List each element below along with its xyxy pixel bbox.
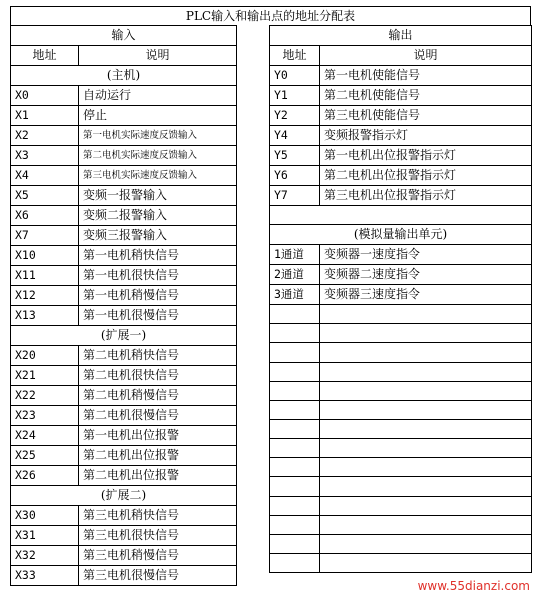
input-group-label: (扩展一) [11, 326, 237, 346]
input-column-row [11, 46, 237, 66]
output-row [270, 439, 532, 458]
input-row [11, 106, 237, 126]
input-table [10, 25, 237, 586]
output-header-row [270, 26, 532, 46]
output-desc-cell [320, 534, 532, 553]
output-addr-cell [270, 419, 320, 438]
input-desc-cell: 第二电机稍快信号 [79, 346, 237, 366]
input-addr-cell: X22 [11, 386, 79, 406]
input-row [11, 246, 237, 266]
input-desc-cell: 第二电机很快信号 [79, 366, 237, 386]
input-addr-cell: X10 [11, 246, 79, 266]
output-desc-cell: 第三电机使能信号 [320, 106, 532, 126]
output-desc-cell: 变频器三速度指令 [320, 285, 532, 305]
input-desc-cell: 第一电机出位报警 [79, 426, 237, 446]
output-row [270, 106, 532, 126]
input-row [11, 186, 237, 206]
output-addr-cell [270, 515, 320, 534]
input-row [11, 266, 237, 286]
input-addr-cell: X21 [11, 366, 79, 386]
output-desc-cell [320, 343, 532, 362]
output-desc-cell: 第一电机使能信号 [320, 66, 532, 86]
input-addr-cell: X6 [11, 206, 79, 226]
output-desc-cell [320, 419, 532, 438]
input-row [11, 446, 237, 466]
output-desc-cell: 变频器一速度指令 [320, 245, 532, 265]
output-addr-cell [270, 477, 320, 496]
input-col-addr: 地址 [11, 46, 79, 66]
input-desc-cell: 变频二报警输入 [79, 206, 237, 226]
input-addr-cell: X11 [11, 266, 79, 286]
output-row [270, 381, 532, 400]
input-desc-cell: 第二电机很慢信号 [79, 406, 237, 426]
output-addr-cell: Y7 [270, 186, 320, 206]
output-desc-cell [320, 553, 532, 572]
output-addr-cell [270, 324, 320, 343]
input-row [11, 486, 237, 506]
output-desc-cell: 第二电机出位报警指示灯 [320, 166, 532, 186]
input-row [11, 546, 237, 566]
output-table [269, 25, 532, 573]
input-addr-cell: X3 [11, 146, 79, 166]
output-addr-cell [270, 381, 320, 400]
output-addr-cell [270, 496, 320, 515]
input-addr-cell: X12 [11, 286, 79, 306]
output-row [270, 86, 532, 106]
output-row [270, 324, 532, 343]
input-row [11, 406, 237, 426]
output-addr-cell: 1通道 [270, 245, 320, 265]
input-desc-cell: 第一电机很慢信号 [79, 306, 237, 326]
output-desc-cell: 变频器二速度指令 [320, 265, 532, 285]
input-desc-cell: 第二电机出位报警 [79, 466, 237, 486]
input-addr-cell: X2 [11, 126, 79, 146]
input-addr-cell: X33 [11, 566, 79, 586]
output-addr-cell: Y0 [270, 66, 320, 86]
output-row [270, 126, 532, 146]
output-group-label: (模拟量输出单元) [270, 225, 532, 245]
input-addr-cell: X20 [11, 346, 79, 366]
output-row [270, 458, 532, 477]
input-desc-cell: 停止 [79, 106, 237, 126]
input-row [11, 166, 237, 186]
input-addr-cell: X26 [11, 466, 79, 486]
output-desc-cell [320, 477, 532, 496]
input-desc-cell: 第三电机实际速度反馈输入 [79, 166, 237, 186]
input-row [11, 126, 237, 146]
input-addr-cell: X4 [11, 166, 79, 186]
output-addr-cell [270, 362, 320, 381]
output-addr-cell: 2通道 [270, 265, 320, 285]
output-addr-cell [270, 343, 320, 362]
input-addr-cell: X23 [11, 406, 79, 426]
input-row [11, 426, 237, 446]
input-row [11, 306, 237, 326]
output-addr-cell [270, 400, 320, 419]
output-addr-cell: Y6 [270, 166, 320, 186]
input-group-label: (扩展二) [11, 486, 237, 506]
input-row [11, 506, 237, 526]
output-row [270, 166, 532, 186]
table-title: PLC输入和输出点的地址分配表 [10, 6, 531, 25]
input-desc-cell: 第一电机实际速度反馈输入 [79, 126, 237, 146]
input-addr-cell: X24 [11, 426, 79, 446]
input-addr-cell: X32 [11, 546, 79, 566]
input-row [11, 66, 237, 86]
input-header: 输入 [11, 26, 237, 46]
output-row [270, 496, 532, 515]
input-header-row [11, 26, 237, 46]
output-row [270, 265, 532, 285]
output-row [270, 553, 532, 572]
output-addr-cell: Y2 [270, 106, 320, 126]
input-row [11, 366, 237, 386]
input-desc-cell: 第一电机稍快信号 [79, 246, 237, 266]
output-row [270, 305, 532, 324]
output-row [270, 362, 532, 381]
output-row [270, 225, 532, 245]
input-row [11, 386, 237, 406]
input-row [11, 326, 237, 346]
output-desc-cell [320, 439, 532, 458]
output-empty-cell [270, 206, 532, 225]
output-row [270, 66, 532, 86]
output-col-desc: 说明 [320, 46, 532, 66]
input-desc-cell: 变频三报警输入 [79, 226, 237, 246]
input-addr-cell: X0 [11, 86, 79, 106]
output-row [270, 343, 532, 362]
input-row [11, 86, 237, 106]
input-desc-cell: 自动运行 [79, 86, 237, 106]
input-addr-cell: X31 [11, 526, 79, 546]
input-addr-cell: X7 [11, 226, 79, 246]
output-column-row [270, 46, 532, 66]
input-desc-cell: 第三电机稍慢信号 [79, 546, 237, 566]
input-row [11, 526, 237, 546]
input-row [11, 466, 237, 486]
output-row [270, 245, 532, 265]
input-desc-cell: 第二电机出位报警 [79, 446, 237, 466]
input-desc-cell: 第三电机很快信号 [79, 526, 237, 546]
output-addr-cell [270, 305, 320, 324]
input-row [11, 346, 237, 366]
input-row [11, 566, 237, 586]
output-desc-cell [320, 305, 532, 324]
output-row [270, 285, 532, 305]
output-row [270, 186, 532, 206]
output-addr-cell: Y5 [270, 146, 320, 166]
input-addr-cell: X30 [11, 506, 79, 526]
output-addr-cell: Y1 [270, 86, 320, 106]
output-addr-cell [270, 458, 320, 477]
input-desc-cell: 第三电机稍快信号 [79, 506, 237, 526]
input-desc-cell: 第三电机很慢信号 [79, 566, 237, 586]
output-col-addr: 地址 [270, 46, 320, 66]
output-addr-cell [270, 534, 320, 553]
output-desc-cell [320, 458, 532, 477]
output-desc-cell [320, 400, 532, 419]
input-col-desc: 说明 [79, 46, 237, 66]
output-desc-cell: 第一电机出位报警指示灯 [320, 146, 532, 166]
input-row [11, 146, 237, 166]
output-desc-cell [320, 324, 532, 343]
output-desc-cell [320, 496, 532, 515]
input-addr-cell: X13 [11, 306, 79, 326]
input-addr-cell: X1 [11, 106, 79, 126]
input-desc-cell: 第一电机很快信号 [79, 266, 237, 286]
output-addr-cell: Y4 [270, 126, 320, 146]
output-desc-cell: 变频报警指示灯 [320, 126, 532, 146]
output-addr-cell [270, 439, 320, 458]
input-desc-cell: 第二电机实际速度反馈输入 [79, 146, 237, 166]
output-desc-cell [320, 381, 532, 400]
output-header: 输出 [270, 26, 532, 46]
output-addr-cell [270, 553, 320, 572]
input-addr-cell: X5 [11, 186, 79, 206]
output-row [270, 206, 532, 225]
watermark: www.55dianzi.com [417, 579, 530, 593]
input-row [11, 226, 237, 246]
output-row [270, 534, 532, 553]
input-row [11, 286, 237, 306]
input-row [11, 206, 237, 226]
input-desc-cell: 第一电机稍慢信号 [79, 286, 237, 306]
output-desc-cell: 第三电机出位报警指示灯 [320, 186, 532, 206]
input-group-label: (主机) [11, 66, 237, 86]
output-desc-cell: 第二电机使能信号 [320, 86, 532, 106]
input-addr-cell: X25 [11, 446, 79, 466]
output-row [270, 419, 532, 438]
input-desc-cell: 变频一报警输入 [79, 186, 237, 206]
output-addr-cell: 3通道 [270, 285, 320, 305]
output-row [270, 477, 532, 496]
output-row [270, 515, 532, 534]
input-desc-cell: 第二电机稍慢信号 [79, 386, 237, 406]
output-desc-cell [320, 362, 532, 381]
output-row [270, 400, 532, 419]
output-desc-cell [320, 515, 532, 534]
output-row [270, 146, 532, 166]
